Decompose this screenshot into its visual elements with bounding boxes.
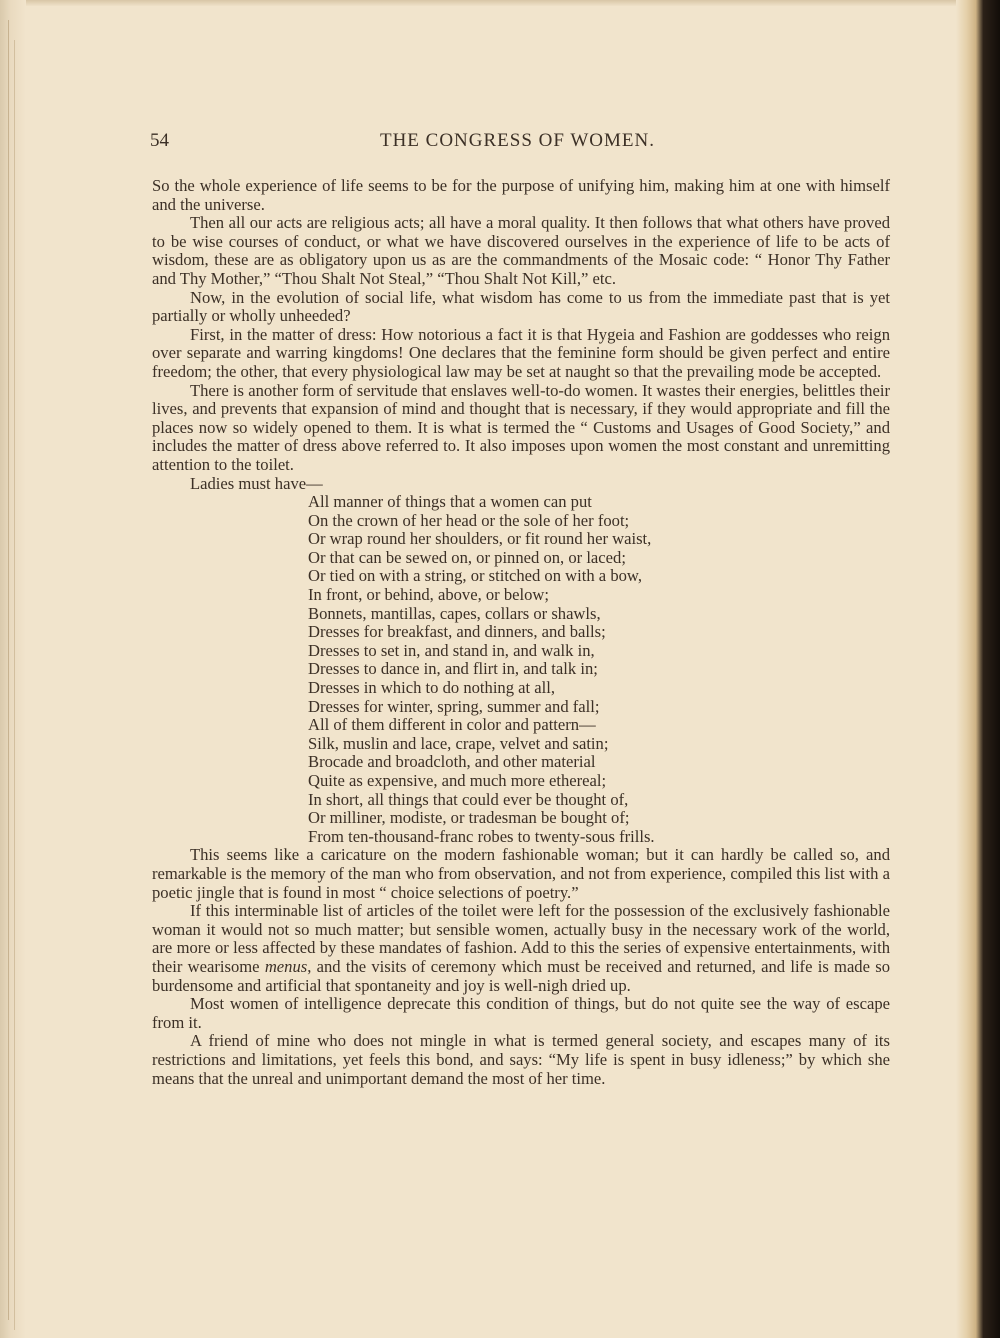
paragraph: So the whole experience of life seems to be for the purpose of unifying him, making him at one with himself and the universe.: [152, 176, 890, 214]
italic-word: menus: [264, 956, 308, 976]
paragraph: Then all our acts are religious acts; all have a moral quality. It then follows that what others have proved to be wise courses of conduct, or what we have discovered ourselves in the experience of life to be acts of wisdom, these are as obligatory upon us as are the commandments of the Mosaic code: “ Honor Thy Father and Thy Mother,” “Thou Shalt Not Steal,” “Thou Shalt Not Kill,” etc.: [152, 213, 890, 288]
paragraph: Now, in the evolution of social life, what wisdom has come to us from the immediate past that is yet partially or wholly unheeded?: [152, 287, 890, 326]
page-left-edge: [0, 0, 26, 1338]
paragraph: [152, 902, 890, 995]
poem-line: Or wrap round her shoulders, or fit round her waist,: [308, 529, 652, 549]
page-top-edge: [0, 0, 1000, 6]
poem-line: Bonnets, mantillas, capes, collars or shawls,: [308, 603, 601, 623]
paragraph: A friend of mine who does not mingle in what is termed general society, and escapes many of its restrictions and limitations, yet feels this bond, and says: “My life is spent in busy idleness;” by which she means that the unreal and unimportant demand the most of her time.: [152, 1031, 890, 1088]
page-header: [150, 130, 885, 156]
poem-line: On the crown of her head or the sole of her foot;: [308, 510, 630, 530]
book-spine-shadow: [956, 0, 1000, 1338]
poem-line: Silk, muslin and lace, crape, velvet and satin;: [308, 733, 609, 753]
poem-line: Dresses for winter, spring, summer and fall;: [308, 696, 600, 716]
paragraph-text: If this interminable list of articles of the toilet were left for the possession of the exclusively fashionable woman it would not so much matter; but sensible women, actually busy in the necessary work of the world, are more or less affected by these mandates of fashion. Add to this the series of expensive entertainments, with their wearisome: [152, 901, 890, 976]
running-title: THE CONGRESS OF WOMEN.: [379, 130, 655, 151]
paragraph: First, in the matter of dress: How notorious a fact it is that Hygeia and Fashion are goddesses who reign over separate and warring kingdoms! One declares that the feminine form should be given perfect and entire freedom; the other, that every physiological law may be set at naught so that the prevailing mode be accepted.: [152, 324, 890, 381]
paragraph-text: , and the visits of ceremony which must be received and returned, and life is made so burdensome and artificial that spontaneity and joy is well-nigh dried up.: [152, 956, 890, 995]
poem-intro: Ladies must have—: [190, 473, 323, 493]
page-number: 54: [150, 130, 169, 151]
page-body: [152, 177, 890, 1088]
poem-line: Dresses in which to do nothing at all,: [308, 678, 556, 698]
poem-line: From ten-thousand-franc robes to twenty-sous frills.: [308, 826, 655, 846]
poem-line: All of them different in color and pattern—: [308, 715, 596, 735]
paragraph: This seems like a caricature on the modern fashionable woman; but it can hardly be called so, and remarkable is the memory of the man who from observation, and not from experience, compiled this list with a poetic jingle that is found in most “ choice selections of poetry.”: [152, 845, 890, 902]
poem-line: Or milliner, modiste, or tradesman be bought of;: [308, 808, 630, 828]
poem-line: In short, all things that could ever be thought of,: [308, 789, 629, 809]
poem-line: In front, or behind, above, or below;: [308, 585, 550, 605]
poem-line: Or tied on with a string, or stitched on with a bow,: [308, 566, 642, 586]
poem-line: All manner of things that a women can put: [308, 492, 592, 512]
poem: [308, 493, 890, 846]
poem-line: Dresses for breakfast, and dinners, and balls;: [308, 622, 606, 642]
poem-line: Or that can be sewed on, or pinned on, or laced;: [308, 547, 626, 567]
poem-line: Brocade and broadcloth, and other material: [308, 752, 596, 772]
paragraph: There is another form of servitude that enslaves well-to-do women. It wastes their energies, belittles their lives, and prevents that expansion of mind and thought that is necessary, if they would appropriate and fill the places now so widely opened to them. It is what is termed the “ Customs and Usages of Good Society,” and includes the matter of dress above referred to. It also imposes upon women the most constant and unremitting attention to the toilet.: [152, 380, 890, 474]
poem-line: Dresses to dance in, and flirt in, and talk in;: [308, 659, 598, 679]
poem-line: Dresses to set in, and stand in, and walk in,: [308, 640, 595, 660]
paragraph: Most women of intelligence deprecate this condition of things, but do not quite see the way of escape from it.: [152, 994, 890, 1032]
poem-line: Quite as expensive, and much more ethereal;: [308, 771, 607, 790]
